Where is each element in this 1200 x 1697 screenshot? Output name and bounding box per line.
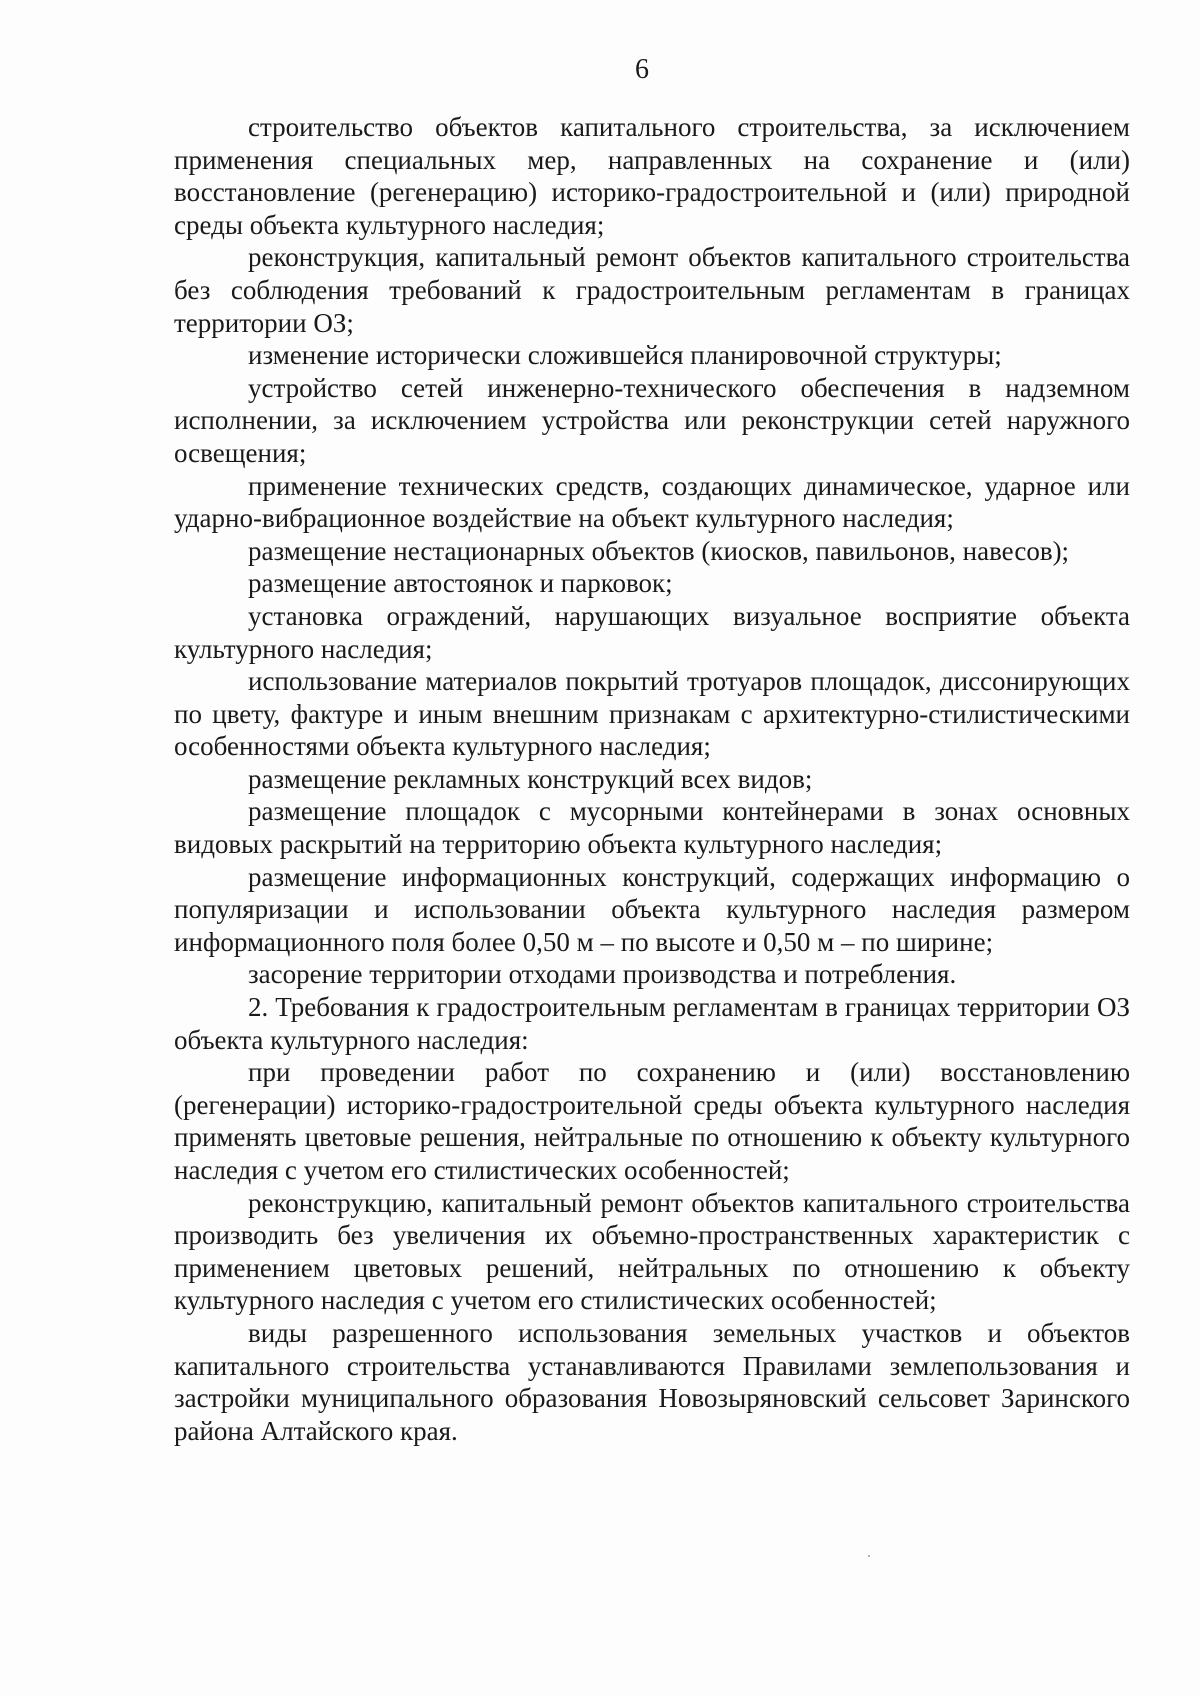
paragraph-restriction-info-structures: размещение информационных конструкций, содержащих информацию о популяризации и использовании объекта культурного наследия размером информационного поля более 0,50 м – по высоте и 0,50 м – по ширине; [174,861,1130,957]
paragraph-restriction-nonstationary-objects: размещение нестационарных объектов (киосков, павильонов, навесов); [248,535,1070,566]
paragraph-restriction-littering: засорение территории отходами производства и потребления. [248,959,957,990]
paragraph-requirement-land-use: виды разрешенного использования земельных участков и объектов капитального строительства устанавливаются Правилами землепользования и застройки муниципального образования Новозыряновский сельсовет Заринского района Алтайского края. [174,1317,1130,1446]
paragraph-restriction-parking: размещение автостоянок и парковок; [248,568,673,599]
paragraph-requirement-reconstruction: реконструкцию, капитальный ремонт объектов капитального строительства производить без увеличения их объемно-пространственных характеристик с применением цветовых решений, нейтральных по отношению к объекту культурного наследия с учетом его стилистических особенностей; [174,1187,1130,1316]
paragraph-restriction-waste-containers: размещение площадок с мусорными контейнерами в зонах основных видовых раскрытий на территорию объекта культурного наследия; [174,796,1130,860]
paragraph-restriction-technical-means: применение технических средств, создающих динамическое, ударное или ударно-вибрационное воздействие на объект культурного наследия; [174,470,1130,534]
paragraph-restriction-advertising: размещение рекламных конструкций всех видов; [248,763,813,794]
paragraph-requirement-color-solutions: при проведении работ по сохранению и (или) восстановлению (регенерации) историко-градостроительной среды объекта культурного наследия применять цветовые решения, нейтральные по отношению к объекту культурного наследия с учетом его стилистических особенностей; [174,1057,1130,1185]
paragraph-restriction-construction: строительство объектов капитального строительства, за исключением применения специальных мер, направленных на сохранение и (или) восстановление (регенерацию) историко-градостроительной и (или) природной среды объекта культурного наследия; [174,112,1130,240]
paragraph-restriction-fences: установка ограждений, нарушающих визуальное восприятие объекта культурного наследия; [174,600,1130,664]
scan-speck [868,1555,870,1557]
paragraph-restriction-planning-structure: изменение исторически сложившейся планировочной структуры; [248,340,1002,371]
paragraph-restriction-reconstruction: реконструкция, капитальный ремонт объектов капитального строительства без соблюдения требований к градостроительным регламентам в границах территории ОЗ; [174,242,1130,338]
page-number: 6 [635,54,649,85]
document-body [174,111,1130,1447]
paragraph-restriction-engineering-networks: устройство сетей инженерно-технического обеспечения в надземном исполнении, за исключением устройства или реконструкции сетей наружного освещения; [174,372,1130,468]
paragraph-restriction-materials: использование материалов покрытий тротуаров площадок, диссонирующих по цвету, фактуре и иным внешним признакам с архитектурно-стилистическими особенностями объекта культурного наследия; [174,666,1130,762]
section-heading-requirements: 2. Требования к градостроительным регламентам в границах территории ОЗ объекта культурного наследия: [174,992,1130,1055]
